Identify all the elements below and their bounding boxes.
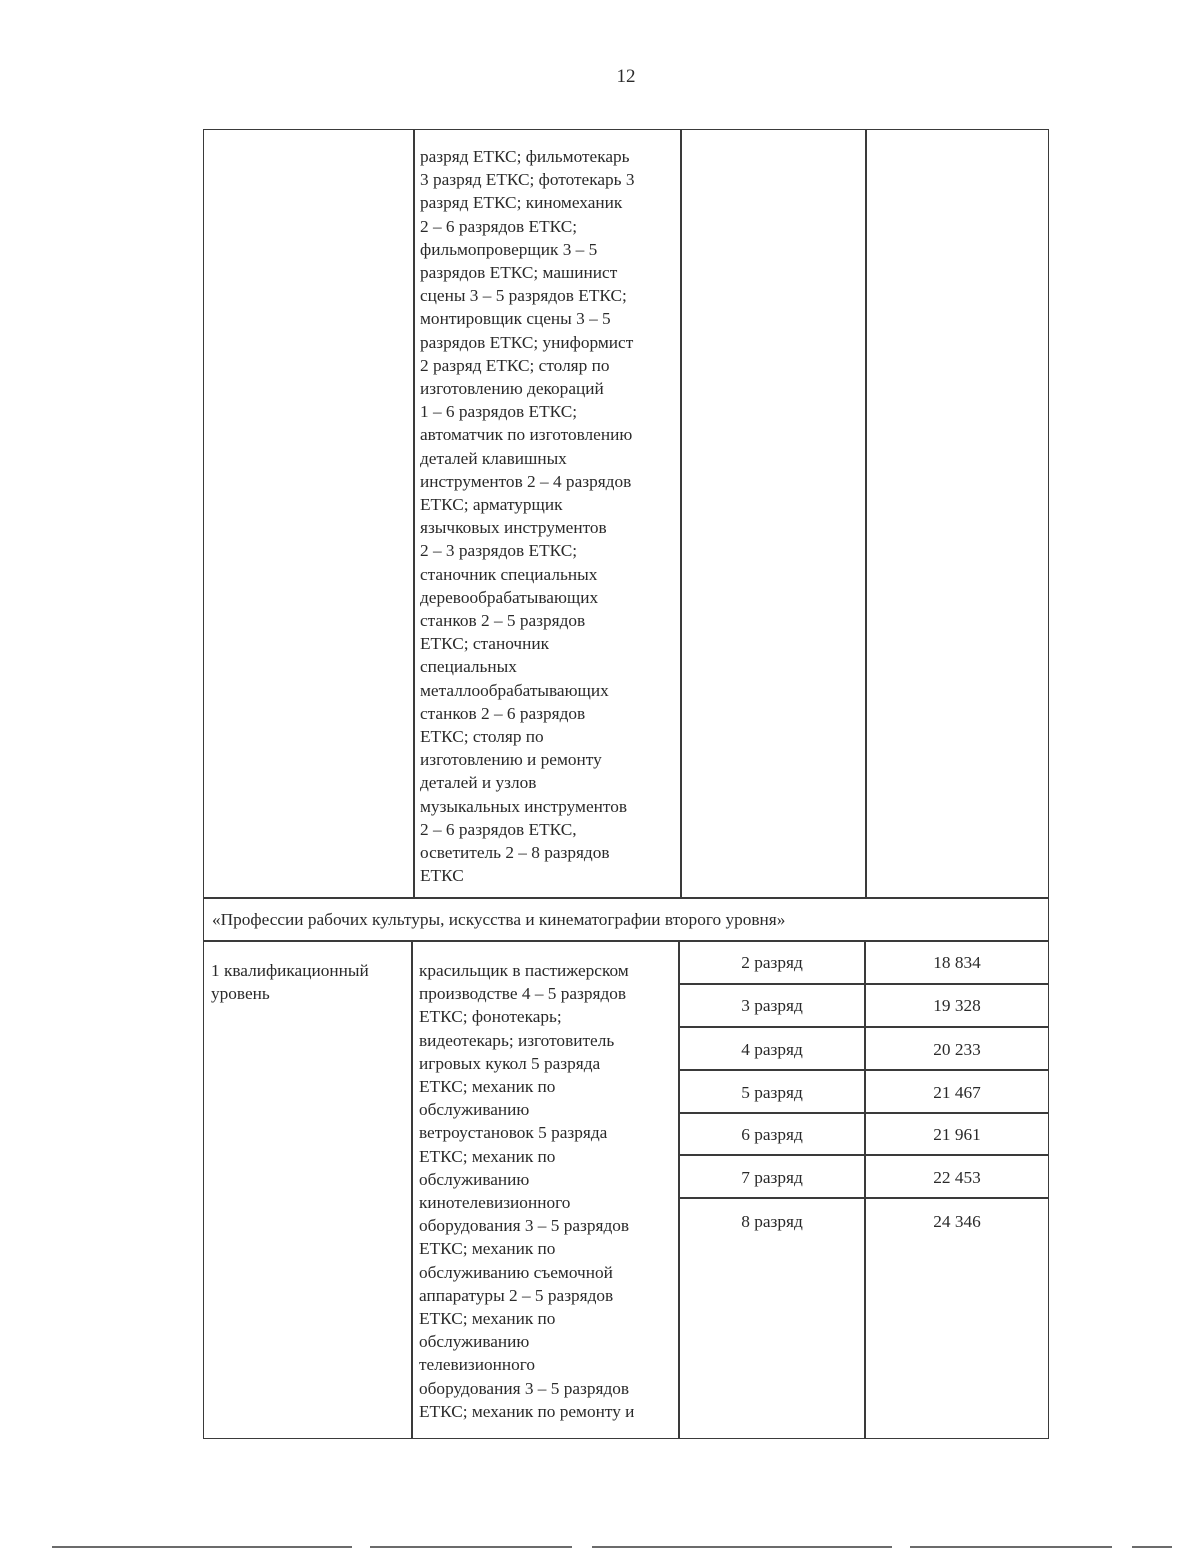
salary-value-cell: 20 233: [933, 1040, 981, 1059]
group-header: «Профессии рабочих культуры, искусства и кинематографии второго уровня»: [212, 910, 786, 929]
grade-cell: 6 разряд: [741, 1125, 803, 1144]
salary-table: [203, 129, 1049, 1439]
qualification-level-cell: 1 квалификационный уровень: [211, 961, 369, 1004]
page-number: 12: [616, 66, 636, 87]
grade-row-divider: [678, 1197, 1048, 1199]
col-divider-3-top: [865, 130, 867, 897]
grade-cell: 8 разряд: [741, 1212, 803, 1231]
grade-row-divider: [678, 1026, 1048, 1028]
salary-value-cell: 19 328: [933, 996, 981, 1015]
row-divider-header-bottom: [204, 940, 1048, 942]
salary-value-cell: 18 834: [933, 953, 981, 972]
col-divider-1-top: [413, 130, 415, 897]
salary-value-cell: 22 453: [933, 1168, 981, 1187]
col-divider-1-bottom: [411, 941, 413, 1438]
grade-cell: 3 разряд: [741, 996, 803, 1015]
grade-cell: 4 разряд: [741, 1040, 803, 1059]
grade-row-divider: [678, 1112, 1048, 1114]
grade-row-divider: [678, 983, 1048, 985]
professions-cell-continued: разряд ЕТКС; фильмотекарь 3 разряд ЕТКС; фототекарь 3 разряд ЕТКС; киномеханик 2 – 6 разрядов ЕТКС; фильмопроверщик 3 – 5 разрядов ЕТКС; машинист сцены 3 – 5 разрядов ЕТКС; монтировщик сцены 3 – 5 разрядов ЕТКС; униформист 2 разряд ЕТКС; столяр по изготовлению декораций 1 – 6 разрядов ЕТКС; автоматчик по изготовлению деталей клавишных инструментов 2 – 4 разрядов ЕТКС; арматурщик язычковых инструментов 2 – 3 разрядов ЕТКС; станочник специальных деревообрабатывающих станков 2 – 5 разрядов ЕТКС; станочник специальных металлообрабатывающих станков 2 – 6 разрядов ЕТКС; столяр по изготовлению и ремонту деталей и узлов музыкальных инструментов 2 – 6 разрядов ЕТКС, осветитель 2 – 8 разрядов ЕТКС: [420, 147, 635, 886]
salary-value-cell: 21 467: [933, 1083, 981, 1102]
grade-cell: 5 разряд: [741, 1083, 803, 1102]
grade-cell: 7 разряд: [741, 1168, 803, 1187]
grade-row-divider: [678, 1154, 1048, 1156]
salary-value-cell: 24 346: [933, 1212, 981, 1231]
row-divider-header-top: [204, 897, 1048, 899]
grade-row-divider: [678, 1069, 1048, 1071]
footer-rule: [52, 1546, 1172, 1548]
grade-cell: 2 разряд: [741, 953, 803, 972]
professions-cell: красильщик в пастижерском производстве 4 – 5 разрядов ЕТКС; фонотекарь; видеотекарь; изготовитель игровых кукол 5 разряда ЕТКС; механик по обслуживанию ветроустановок 5 разряда ЕТКС; механик по обслуживанию кинотелевизионного оборудования 3 – 5 разрядов ЕТКС; механик по обслуживанию съемочной аппаратуры 2 – 5 разрядов ЕТКС; механик по обслуживанию телевизионного оборудования 3 – 5 разрядов ЕТКС; механик по ремонту и: [419, 961, 635, 1421]
salary-value-cell: 21 961: [933, 1125, 981, 1144]
